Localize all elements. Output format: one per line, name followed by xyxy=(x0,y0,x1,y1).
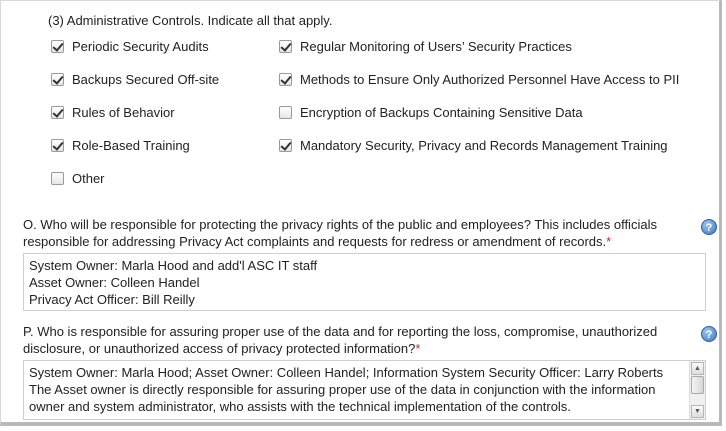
checkbox-label: Encryption of Backups Containing Sensitive Data xyxy=(300,104,583,120)
checkbox-label: Other xyxy=(72,170,105,186)
checkbox-label: Backups Secured Off-site xyxy=(72,71,220,87)
answer-line: System Owner: Marla Hood and add'l ASC IT staff xyxy=(29,258,318,273)
checkbox[interactable] xyxy=(51,139,64,152)
answer-line: owner and system administrator, who assists with the technical implementation of the controls. xyxy=(29,399,571,414)
answer-line: The Asset owner is directly responsible for assuring proper use of the data in conjunction with the information xyxy=(29,382,656,397)
question-o-text: O. Who will be responsible for protecting the privacy rights of the public and employees? This includes officials responsible for addressing Privacy Act complaints and requests for redress or amendment of records. xyxy=(23,217,657,249)
help-icon[interactable]: ? xyxy=(701,326,717,342)
required-marker: * xyxy=(415,341,421,356)
checkbox-label: Regular Monitoring of Users’ Security Practices xyxy=(300,38,572,54)
checkbox-role-based-training[interactable] xyxy=(51,136,190,154)
answer-line: Asset Owner: Colleen Handel xyxy=(29,275,200,290)
checkbox-regular-monitoring[interactable] xyxy=(279,37,572,55)
checkbox[interactable] xyxy=(279,73,292,86)
scroll-down-arrow-icon[interactable]: ▼ xyxy=(691,405,704,418)
section-title: (3) Administrative Controls. Indicate all that apply. xyxy=(48,13,333,28)
checkbox-mandatory-training[interactable] xyxy=(279,136,668,154)
checkbox-authorized-access-pii[interactable] xyxy=(279,70,679,88)
checkbox-rules-of-behavior[interactable] xyxy=(51,103,175,121)
checkbox-other[interactable] xyxy=(51,169,105,187)
question-o-label xyxy=(23,216,683,250)
question-p-label xyxy=(23,323,683,357)
help-icon[interactable]: ? xyxy=(701,219,717,235)
checkbox-label: Mandatory Security, Privacy and Records Management Training xyxy=(300,137,668,153)
checkbox-label: Periodic Security Audits xyxy=(72,38,209,54)
answer-line: Privacy Act Officer: Bill Reilly xyxy=(29,292,195,307)
scrollbar-thumb[interactable] xyxy=(691,376,704,394)
checkbox[interactable] xyxy=(279,139,292,152)
checkbox-label: Methods to Ensure Only Authorized Personnel Have Access to PII xyxy=(300,71,680,87)
checkbox-periodic-security-audits[interactable] xyxy=(51,37,209,55)
checkbox[interactable] xyxy=(51,172,64,185)
checkbox[interactable] xyxy=(279,106,292,119)
vertical-scrollbar[interactable] xyxy=(689,361,705,419)
checkbox-encryption-of-backups[interactable] xyxy=(279,103,583,121)
required-marker: * xyxy=(606,234,612,249)
checkbox-label: Rules of Behavior xyxy=(72,104,175,120)
question-p-answer-field[interactable] xyxy=(23,360,706,420)
checkbox-label: Role-Based Training xyxy=(72,137,190,153)
question-o-answer-field[interactable] xyxy=(23,253,706,311)
question-p-text: P. Who is responsible for assuring proper use of the data and for reporting the loss, compromise, unauthorized disclosure, or unauthorized access of privacy protected information? xyxy=(23,324,658,356)
answer-line: System Owner: Marla Hood; Asset Owner: Colleen Handel; Information System Security Officer: Larry Roberts xyxy=(29,365,664,380)
checkbox[interactable] xyxy=(51,73,64,86)
checkbox[interactable] xyxy=(51,40,64,53)
checkbox[interactable] xyxy=(51,106,64,119)
checkbox[interactable] xyxy=(279,40,292,53)
checkbox-backups-secured-offsite[interactable] xyxy=(51,70,219,88)
scroll-up-arrow-icon[interactable]: ▲ xyxy=(691,362,704,375)
